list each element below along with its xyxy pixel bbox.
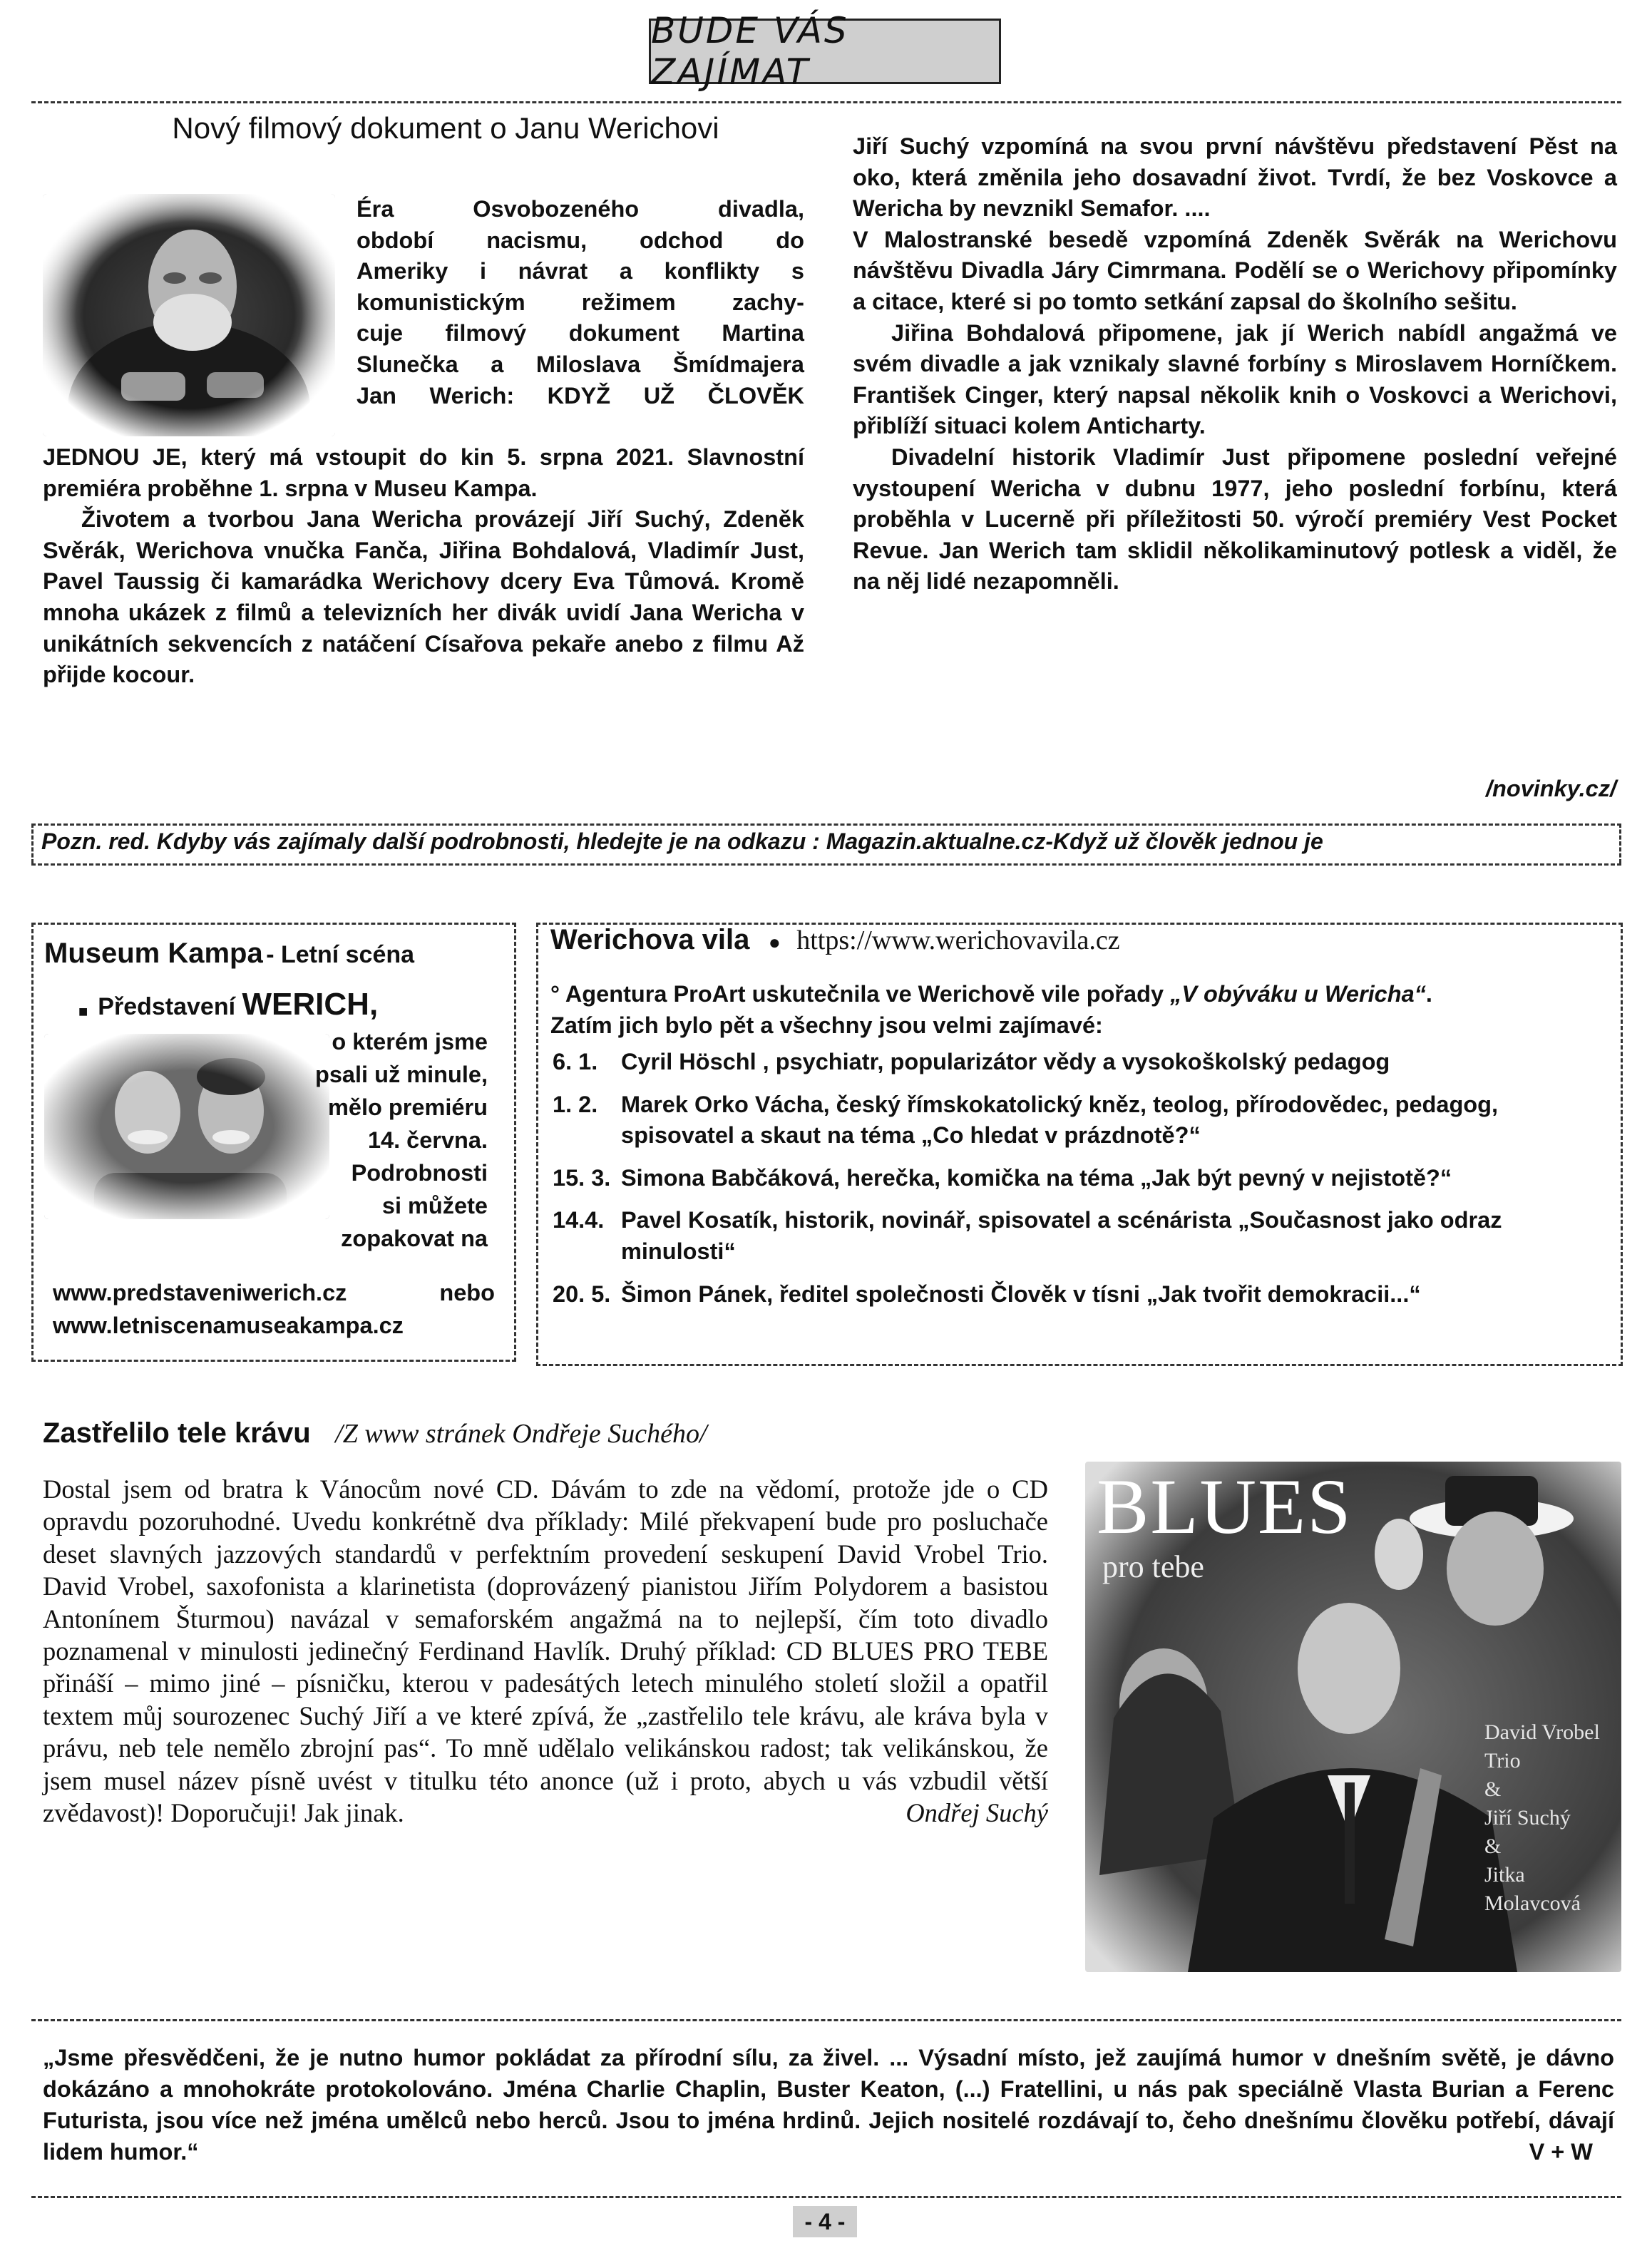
list-item-text: Marek Orko Vácha, český římskokatolický kněz, teolog, přírodovědec, pedagog, spisovatel a skaut na téma „Co hledat v prázdnotě?“: [621, 1091, 1499, 1149]
kampa-heading: [44, 938, 414, 970]
intro-line: Éra Osvobozeného divadla,: [356, 196, 804, 222]
kampa-title: Museum Kampa: [44, 938, 263, 969]
blues-heading: [43, 1417, 707, 1449]
list-item-date: 14.4.: [553, 1207, 605, 1233]
vila-show-name: „V obýváku u Wericha“: [1170, 981, 1426, 1007]
kampa-line: Podrobnosti: [351, 1160, 488, 1186]
werich-photo-image: [43, 194, 335, 436]
kampa-url-line: www.predstaveniwerich.cz nebo: [53, 1280, 495, 1305]
editor-note: Pozn. red. Kdyby vás zajímaly další podrobnosti, hledejte je na odkazu : Magazin.aktualne.cz-Když už člověk jednou je: [41, 828, 1323, 854]
cd-credit-line: David Vrobel: [1484, 1720, 1600, 1744]
vila-intro-line: [550, 979, 1613, 1010]
quote-author: V + W: [1529, 2139, 1593, 2165]
divider: [31, 2019, 1621, 2021]
cd-credit-line: Jitka: [1484, 1863, 1525, 1887]
vila-heading: [550, 924, 1120, 956]
section-header-text: BUDE VÁS ZAJÍMAT: [651, 10, 849, 93]
list-item-date: 6. 1.: [553, 1049, 598, 1074]
kampa-show-name: WERICH,: [242, 987, 379, 1022]
intro-line: komunistickým režimem zachy-: [356, 289, 804, 315]
intro-line: období nacismu, odchod do: [356, 227, 804, 253]
quote-block: [43, 2042, 1614, 2167]
blues-source: /Z www stránek Ondřeje Suchého/: [335, 1419, 707, 1449]
werich-photo: [43, 194, 335, 436]
paragraph: Jiřina Bohdalová připomene, jak jí Werich nabídl angažmá ve svém divadle a jak vznikaly slavné forbíny s Miroslavem Horníčkem. František Cinger, který napsal několik knih o Voskovci a Werichovi, přiblíží situaci kolem Anticharty.: [853, 319, 1617, 439]
vila-program-list: [553, 1047, 1615, 1310]
kampa-photo-image: [44, 1034, 329, 1219]
list-item: [553, 1047, 1615, 1078]
kampa-line: si můžete: [381, 1193, 488, 1218]
paragraph: Jiří Suchý vzpomíná na svou první návštěvu představení Pěst na oko, která změnila jeho dosavadní život. Tvrdí, že bez Voskovce a Wericha by nevznikl Semafor. ....: [853, 133, 1617, 222]
note-border-left: [31, 823, 34, 863]
divider: [31, 101, 1621, 103]
cd-credit-line: Trio: [1484, 1749, 1521, 1772]
vila-intro: [550, 979, 1613, 1041]
divider: [31, 823, 1621, 826]
kampa-line: zopakovat na: [341, 1226, 488, 1251]
kampa-photo: [44, 1034, 329, 1219]
vila-intro-text: ° Agentura ProArt uskutečnila ve Werichově vile pořady: [550, 981, 1171, 1007]
cd-subtitle: pro tebe: [1102, 1549, 1204, 1584]
article-intro-right-lines: [356, 194, 804, 411]
intro-line: Ameriky i návrat a konflikty s: [356, 258, 804, 284]
list-item: [553, 1163, 1615, 1194]
kampa-line: o kterém jsme: [332, 1029, 488, 1054]
cd-credit-line: Molavcová: [1484, 1892, 1581, 1915]
divider: [31, 863, 1621, 866]
intro-line: Jan Werich: KDYŽ UŽ ČLOVĚK: [356, 382, 804, 409]
section-header: [649, 10, 1001, 93]
bullet-icon: ■: [78, 1002, 88, 1020]
quote-text: „Jsme přesvědčeni, že je nutno humor pokládat za přírodní sílu, za živel. ... Výsadní místo, jež zaujímá humor v dnešním světě, je dávno dokázáno a mnohokráte protokolováno. Jména Charlie Chaplin, Buster Keaton, (...) Fratellini, u nás pak speciálně Vlasta Burian a Ferenc Futurista, jsou více než jména umělců nebo herců. Jsou to jména hrdinů. Jejich nositelé rozdávají to, čeho dnešnímu člověku potřebí, dávají lidem humor.“: [43, 2045, 1614, 2165]
kampa-urls: [53, 1276, 495, 1342]
list-item-text: Pavel Kosatík, historik, novinář, spisovatel a scénárista „Současnost jako odraz minulosti“: [621, 1207, 1502, 1264]
list-item-text: Simona Babčáková, herečka, komička na téma „Jak být pevný v nejistotě?“: [621, 1164, 1452, 1191]
list-item: [553, 1279, 1615, 1310]
kampa-subtitle: - Letní scéna: [266, 941, 415, 968]
list-item-text: Šimon Pánek, ředitel společnosti Člověk v tísni „Jak tvořit demokracii...“: [621, 1281, 1421, 1307]
article-title: Nový filmový dokument o Janu Werichovi: [172, 111, 719, 145]
bullet-icon: ●: [768, 931, 781, 953]
cd-title: BLUES: [1097, 1463, 1353, 1550]
article-text-left: [43, 442, 804, 691]
paragraph: Životem a tvorbou Jana Wericha provázejí Jiří Suchý, Zdeněk Svěrák, Werichova vnučka Fanča, Jiřina Bohdalová, Vladimír Just, Pavel Taussig či kamarádka Werichovy dcery Eva Tůmová. Kromě mnoha ukázek z filmů a televizních her divák uvidí Jana Wericha v unikátních sekvencích z natáčení Císařova pekaře anebo z filmu Až přijde kocour.: [43, 506, 804, 688]
cd-credit-line: Jiří Suchý: [1484, 1806, 1571, 1830]
article-werich-right: [853, 131, 1617, 597]
kampa-text-lines: [314, 1025, 488, 1255]
list-item-text: Cyril Höschl , psychiatr, popularizátor vědy a vysokoškolský pedagog: [621, 1049, 1390, 1074]
paragraph: V Malostranské besedě vzpomíná Zdeněk Svěrák na Werichovu návštěvu Divadla Járy Cimrmana. Podělí se o Werichovy připomínky a citace, které si po tomto setkání zapsal do školního sešitu.: [853, 226, 1617, 314]
list-item-date: 15. 3.: [553, 1164, 611, 1191]
note-border-right: [1619, 823, 1621, 863]
cd-credits: [1484, 1718, 1600, 1918]
list-item-date: 20. 5.: [553, 1281, 611, 1307]
list-item: [553, 1205, 1615, 1267]
vila-intro-text: .: [1425, 981, 1432, 1007]
blues-body-text: Dostal jsem od bratra k Vánocům nové CD. Dávám to zde na vědomí, protože jde o CD opravdu pozoruhodné. Uvedu konkrétně dva příklady: Milé překvapení bude pro posluchače deset slavných jazzových standardů v perfektním provedení seskupení David Vrobel Trio. David Vrobel, saxofonista a klarinetista (doprovázený pianistou Jiřím Polydorem a basistou Antonínem Šturmou) navázal v semaforském angažmá na to nejlepší, čím toto divadlo poznamenal v minulosti jedinečný Ferdinand Havlík. Druhý příklad: CD BLUES PRO TEBE přináší – mimo jiné – písničku, kterou v padesátých letech minulého století složil a opatřil textem můj sourozenec Suchý Jiří a ve které zpívá, že „zastřelilo tele krávu, ale kráva byla v právu, neb tele nemělo zbrojní pas“. To mně udělalo velikánskou radost; tak velikánskou, že jsem musel název písně uvést v titulku této anonce (už i proto, abych u vás vzbudil větší zvědavost)! Doporučuji! Jak jinak.: [43, 1474, 1048, 1828]
intro-line: Slunečka a Miloslava Šmídmajera: [356, 351, 804, 377]
vila-intro-line: Zatím jich bylo pět a všechny jsou velmi zajímavé:: [550, 1012, 1103, 1038]
page-number: - 4 -: [793, 2206, 857, 2237]
kampa-url-line: www.letniscenamuseakampa.cz: [53, 1313, 404, 1338]
kampa-show-line: [78, 987, 378, 1022]
kampa-line: mělo premiéru: [328, 1094, 488, 1120]
intro-line: cuje filmový dokument Martina: [356, 320, 804, 347]
cd-credit-line: &: [1484, 1777, 1502, 1801]
divider: [31, 2196, 1621, 2198]
kampa-line: psali už minule,: [315, 1062, 488, 1087]
kampa-show-prefix: Představení: [98, 993, 242, 1020]
blues-signature: Ondřej Suchý: [905, 1798, 1048, 1828]
cd-cover: [1085, 1462, 1621, 1972]
article-werich-left: [43, 111, 834, 145]
list-item-date: 1. 2.: [553, 1091, 598, 1117]
intro-paragraph-rest: JEDNOU JE, který má vstoupit do kin 5. srpna 2021. Slavnostní premiéra proběhne 1. srpna v Museu Kampa.: [43, 444, 804, 501]
vila-title: Werichova vila: [550, 924, 750, 955]
vila-url[interactable]: https://www.werichovavila.cz: [796, 925, 1120, 955]
paragraph: Divadelní historik Vladimír Just připomene poslední veřejné vystoupení Wericha v dubnu 1977, jeho poslední forbínu, která proběhla v Lucerně při příležitosti 50. výročí premiéry Vest Pocket Revue. Jan Werich tam sklidil několikaminutový potlesk a viděl, že na něj lidé nezapomněli.: [853, 443, 1617, 595]
article-source: /novinky.cz/: [1485, 776, 1616, 801]
blues-body: [43, 1473, 1048, 1829]
blues-title: Zastřelilo tele krávu: [43, 1417, 311, 1449]
cd-credit-line: &: [1484, 1834, 1502, 1858]
list-item: [553, 1089, 1615, 1151]
kampa-line: 14. června.: [367, 1127, 488, 1153]
